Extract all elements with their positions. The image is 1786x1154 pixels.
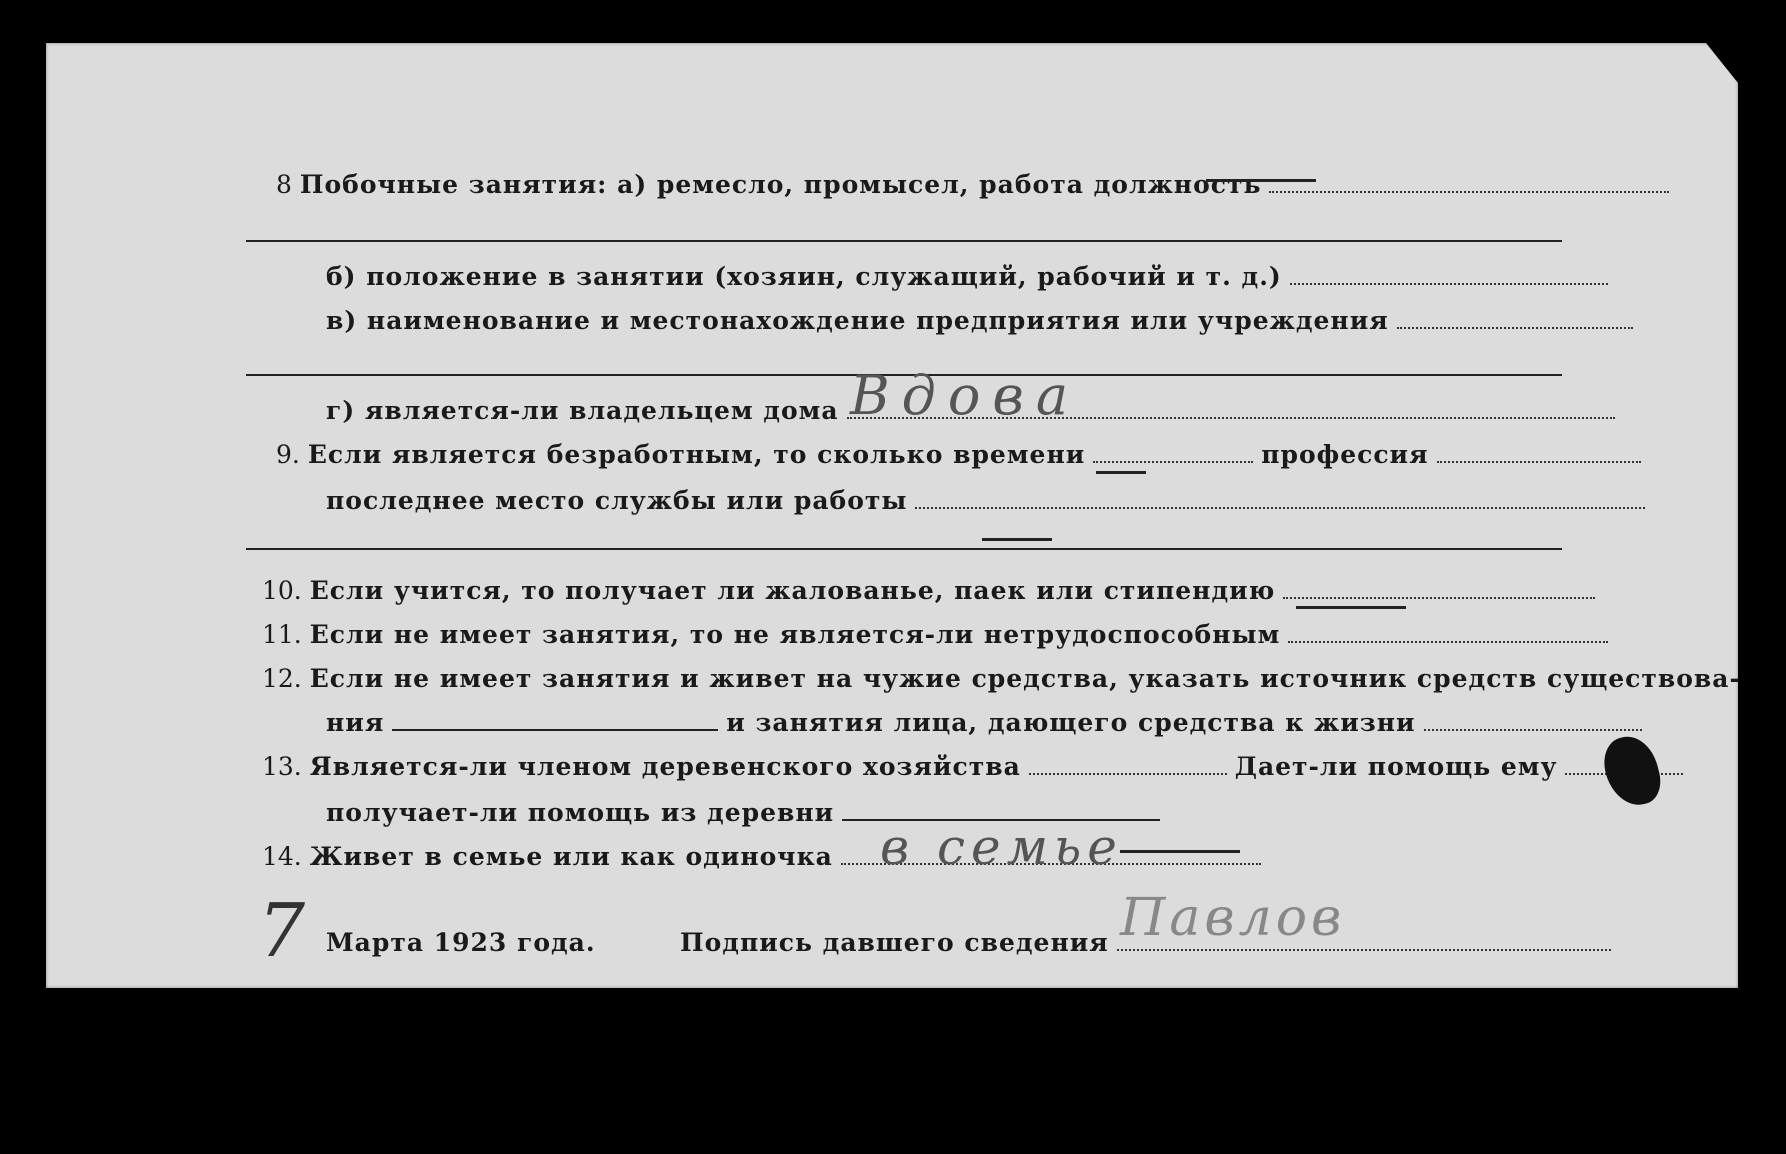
footer-date-text: Марта 1923 года. — [326, 928, 596, 957]
q9-line-3 — [326, 486, 1645, 516]
q9-last-fill — [915, 493, 1645, 509]
rule-8a — [246, 240, 1562, 242]
q11-number: 11. — [262, 620, 302, 649]
signature-label: Подпись давшего сведения — [680, 928, 1109, 957]
q13-line-1 — [262, 752, 1683, 782]
q8-text-a: Побочные занятия: а) ремесло, промысел, работа должность — [299, 170, 1262, 199]
dash-9-last — [982, 538, 1052, 541]
q8-text-g: г) является-ли владельцем дома — [326, 396, 839, 425]
q8-number: 8 — [276, 170, 292, 199]
q8-line-b — [326, 262, 1608, 292]
q12-number: 12. — [262, 664, 302, 693]
footer-date-line — [326, 928, 596, 958]
q8-line-v — [326, 306, 1633, 336]
q14-answer-handwritten: в семье — [880, 818, 1123, 876]
q13-text-1: Является-ли членом деревенского хозяйства — [309, 752, 1021, 781]
q8v-fill — [1397, 313, 1633, 329]
q12-text-2b: и занятия лица, дающего средства к жизни — [726, 708, 1416, 737]
q8-text-v: в) наименование и местонахождение предприятия или учреждения — [326, 306, 1389, 335]
q12-text-1: Если не имеет занятия и живет на чужие средства, указать источник средств существова- — [309, 664, 1741, 693]
q10-fill — [1283, 583, 1595, 599]
q8g-answer-handwritten: Вдова — [850, 364, 1081, 427]
footer-day-handwritten: 7 — [258, 888, 306, 974]
q9-text-1: Если является безработным, то сколько времени — [307, 440, 1086, 469]
q12-line-2 — [326, 708, 1642, 738]
q13-member-fill — [1029, 759, 1227, 775]
q13-number: 13. — [262, 752, 302, 781]
q10-line — [262, 576, 1595, 606]
q8b-fill — [1290, 269, 1608, 285]
q12-line-1 — [262, 664, 1741, 694]
dash-8a — [1206, 179, 1316, 182]
q11-line — [262, 620, 1608, 650]
q10-text: Если учится, то получает ли жалованье, паек или стипендию — [309, 576, 1276, 605]
q12-person-fill — [1424, 715, 1642, 731]
q14-text: Живет в семье или как одиночка — [309, 842, 833, 871]
q14-number: 14. — [262, 842, 302, 871]
q13-text-3: получает-ли помощь из деревни — [326, 798, 835, 827]
dash-9-time — [1096, 471, 1146, 474]
q13-text-2: Дает-ли помощь ему — [1234, 752, 1558, 781]
q9-prof-fill — [1437, 447, 1641, 463]
q9-text-2: профессия — [1261, 440, 1429, 469]
dash-14 — [1120, 850, 1240, 853]
q12-source-fill — [392, 715, 718, 731]
q9-line-1 — [276, 440, 1641, 470]
q9-text-3: последнее место службы или работы — [326, 486, 908, 515]
dash-10 — [1296, 606, 1406, 609]
q8-line-a — [276, 170, 1669, 200]
q8a-fill — [1269, 177, 1669, 193]
q11-fill — [1288, 627, 1608, 643]
signature-handwritten: Павлов — [1120, 888, 1346, 948]
q9-number: 9. — [276, 440, 300, 469]
q11-text: Если не имеет занятия, то не является-ли нетрудоспособным — [309, 620, 1281, 649]
rule-9 — [246, 548, 1562, 550]
q9-time-fill — [1093, 447, 1253, 463]
q10-number: 10. — [262, 576, 302, 605]
q8-text-b: б) положение в занятии (хозяин, служащий, рабочий и т. д.) — [326, 262, 1282, 291]
q12-text-2a: ния — [326, 708, 385, 737]
